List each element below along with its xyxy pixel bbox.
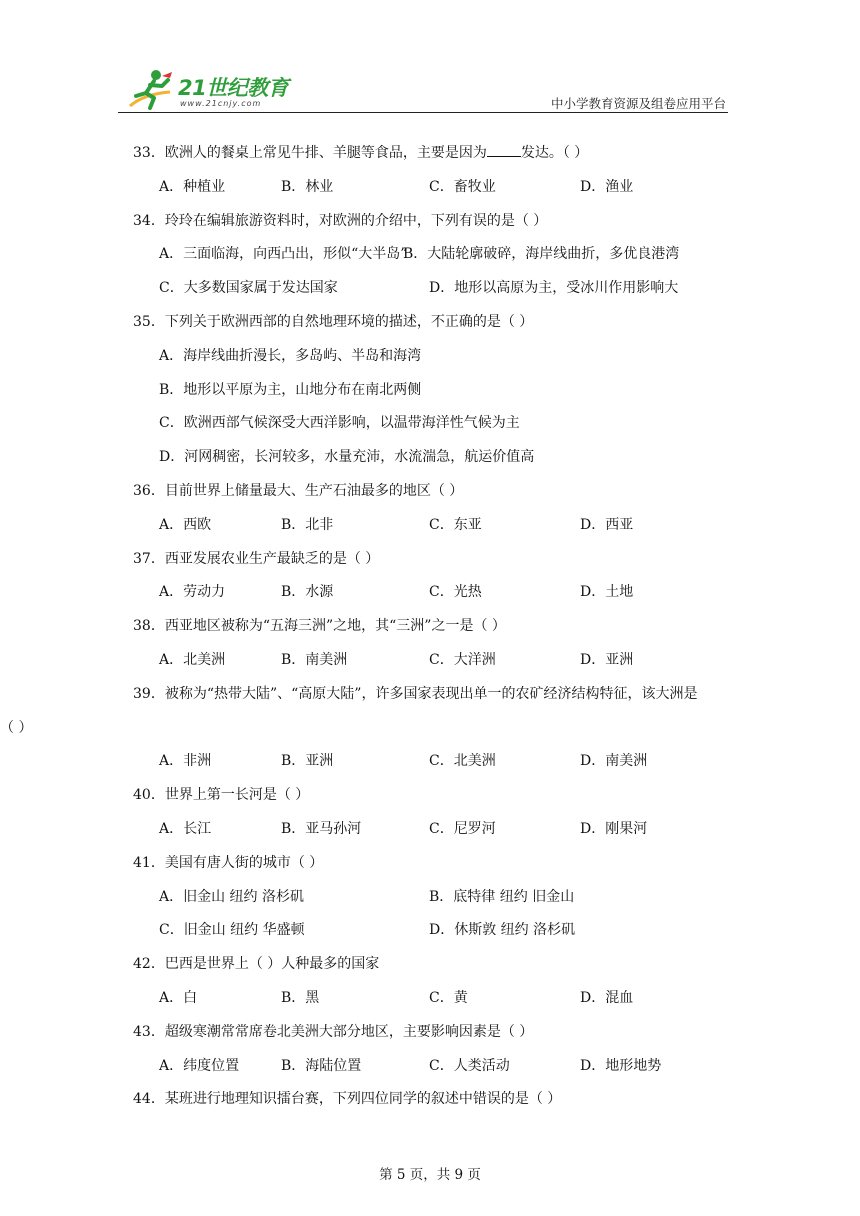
- option-d: D．西亚: [580, 516, 634, 533]
- option-b: B．地形以平原为主，山地分布在南北两侧: [159, 381, 422, 398]
- option-a: A．种植业: [159, 178, 226, 195]
- question-stem: 35．下列关于欧洲西部的自然地理环境的描述，不正确的是（ ）: [133, 313, 534, 330]
- option-b: B．大陆轮廓破碎，海岸线曲折，多优良港湾: [403, 246, 680, 263]
- option-a: A．长江: [159, 820, 212, 837]
- option-c: C．大多数国家属于发达国家: [159, 280, 338, 297]
- question-list: [0, 137, 733, 1117]
- option-row: [133, 238, 733, 272]
- question-stem-continuation: [0, 712, 733, 746]
- option-b: B．北非: [281, 516, 334, 533]
- option-d: D．亚洲: [580, 651, 634, 668]
- logo-url: www.21cnjy.com: [180, 99, 262, 108]
- fill-blank: [487, 142, 521, 157]
- page-header: [118, 62, 728, 116]
- option-d: D．地形地势: [580, 1057, 662, 1074]
- option-b: B．亚马孙河: [281, 820, 362, 837]
- option-row: [133, 272, 733, 306]
- question-stem: 41．美国有唐人街的城市（ ）: [133, 854, 324, 871]
- option-c: C．北美洲: [429, 753, 496, 770]
- option-a: A．非洲: [159, 753, 212, 770]
- option-d: D．河网稠密，长河较多，水量充沛，水流湍急，航运价值高: [159, 449, 535, 466]
- option-c: C．畜牧业: [429, 178, 496, 195]
- question-stem: [133, 137, 733, 171]
- question-stem-text: （ ）: [0, 719, 33, 736]
- option-b: B．海陆位置: [281, 1057, 362, 1074]
- option-row: [133, 509, 733, 543]
- question-stem-text: 发达。（ ）: [520, 145, 589, 161]
- option-row: [133, 171, 733, 205]
- option-a: A．白: [159, 989, 198, 1006]
- question-stem: 37．西亚发展农业生产最缺乏的是（ ）: [133, 550, 380, 567]
- option-c: C．尼罗河: [429, 820, 496, 837]
- platform-name: 中小学教育资源及组卷应用平台: [550, 96, 726, 111]
- option-a: A．北美洲: [159, 651, 226, 668]
- option-a: A．海岸线曲折漫长，多岛屿、半岛和海湾: [159, 347, 422, 364]
- option-row: [133, 1050, 733, 1084]
- option-b: B．南美洲: [281, 651, 348, 668]
- option-c: C．欧洲西部气候深受大西洋影响，以温带海洋性气候为主: [159, 415, 520, 432]
- question-stem: 34．玲玲在编辑旅游资料时，对欧洲的介绍中，下列有误的是（ ）: [133, 212, 548, 229]
- header-divider: [118, 112, 728, 113]
- option-row: [133, 813, 733, 847]
- question-stem: 39．被称为“热带大陆”、“高原大陆”，许多国家表现出单一的农矿经济结构特征，该大洲是: [133, 685, 698, 702]
- option-a: A．三面临海，向西凸出，形似“大半岛”: [159, 246, 408, 263]
- question-stem: 38．西亚地区被称为“五海三洲”之地，其“三洲”之一是（ ）: [133, 618, 506, 635]
- option-c: C．旧金山 纽约 华盛顿: [159, 922, 305, 939]
- option-c: C．光热: [429, 584, 482, 601]
- option-d: D．土地: [580, 584, 634, 601]
- option-d: D．南美洲: [580, 753, 648, 770]
- question-stem: 40．世界上第一长河是（ ）: [133, 787, 310, 804]
- site-logo: [126, 68, 306, 114]
- option-d: D．刚果河: [580, 820, 648, 837]
- option-c: C．人类活动: [429, 1057, 510, 1074]
- option-c: C．黄: [429, 989, 468, 1006]
- question-stem-text: 33．欧洲人的餐桌上常见牛排、羊腿等食品，主要是因为: [133, 145, 487, 161]
- option-b: B．水源: [281, 584, 334, 601]
- question-stem: 42．巴西是世界上（ ）人种最多的国家: [133, 956, 380, 973]
- option-c: C．大洋洲: [429, 651, 496, 668]
- option-row: [133, 914, 733, 948]
- option-row: [133, 644, 733, 678]
- option-a: A．纬度位置: [159, 1057, 240, 1074]
- option-b: B．底特律 纽约 旧金山: [429, 888, 575, 905]
- option-d: D．休斯敦 纽约 洛杉矶: [429, 922, 576, 939]
- logo-text: 21世纪教育: [178, 76, 289, 100]
- option-b: B．林业: [281, 178, 334, 195]
- option-b: B．亚洲: [281, 753, 334, 770]
- option-row: [133, 881, 733, 915]
- question-stem: 44．某班进行地理知识擂台赛，下列四位同学的叙述中错误的是（ ）: [133, 1091, 562, 1108]
- option-row: [133, 745, 733, 779]
- option-c: C．东亚: [429, 516, 482, 533]
- question-stem: 43．超级寒潮常常席卷北美洲大部分地区，主要影响因素是（ ）: [133, 1023, 534, 1040]
- option-row: [133, 982, 733, 1016]
- question-stem: 36．目前世界上储量最大、生产石油最多的地区（ ）: [133, 482, 464, 499]
- option-d: D．渔业: [580, 178, 634, 195]
- page-number: 第 5 页，共 9 页: [379, 1167, 481, 1183]
- option-row: [133, 576, 733, 610]
- option-a: A．西欧: [159, 516, 212, 533]
- option-d: D．地形以高原为主，受冰川作用影响大: [429, 280, 679, 297]
- option-a: A．旧金山 纽约 洛杉矶: [159, 888, 305, 905]
- option-b: B．黑: [281, 989, 320, 1006]
- option-a: A．劳动力: [159, 584, 226, 601]
- runner-logo-icon: [126, 68, 176, 112]
- option-d: D．混血: [580, 989, 634, 1006]
